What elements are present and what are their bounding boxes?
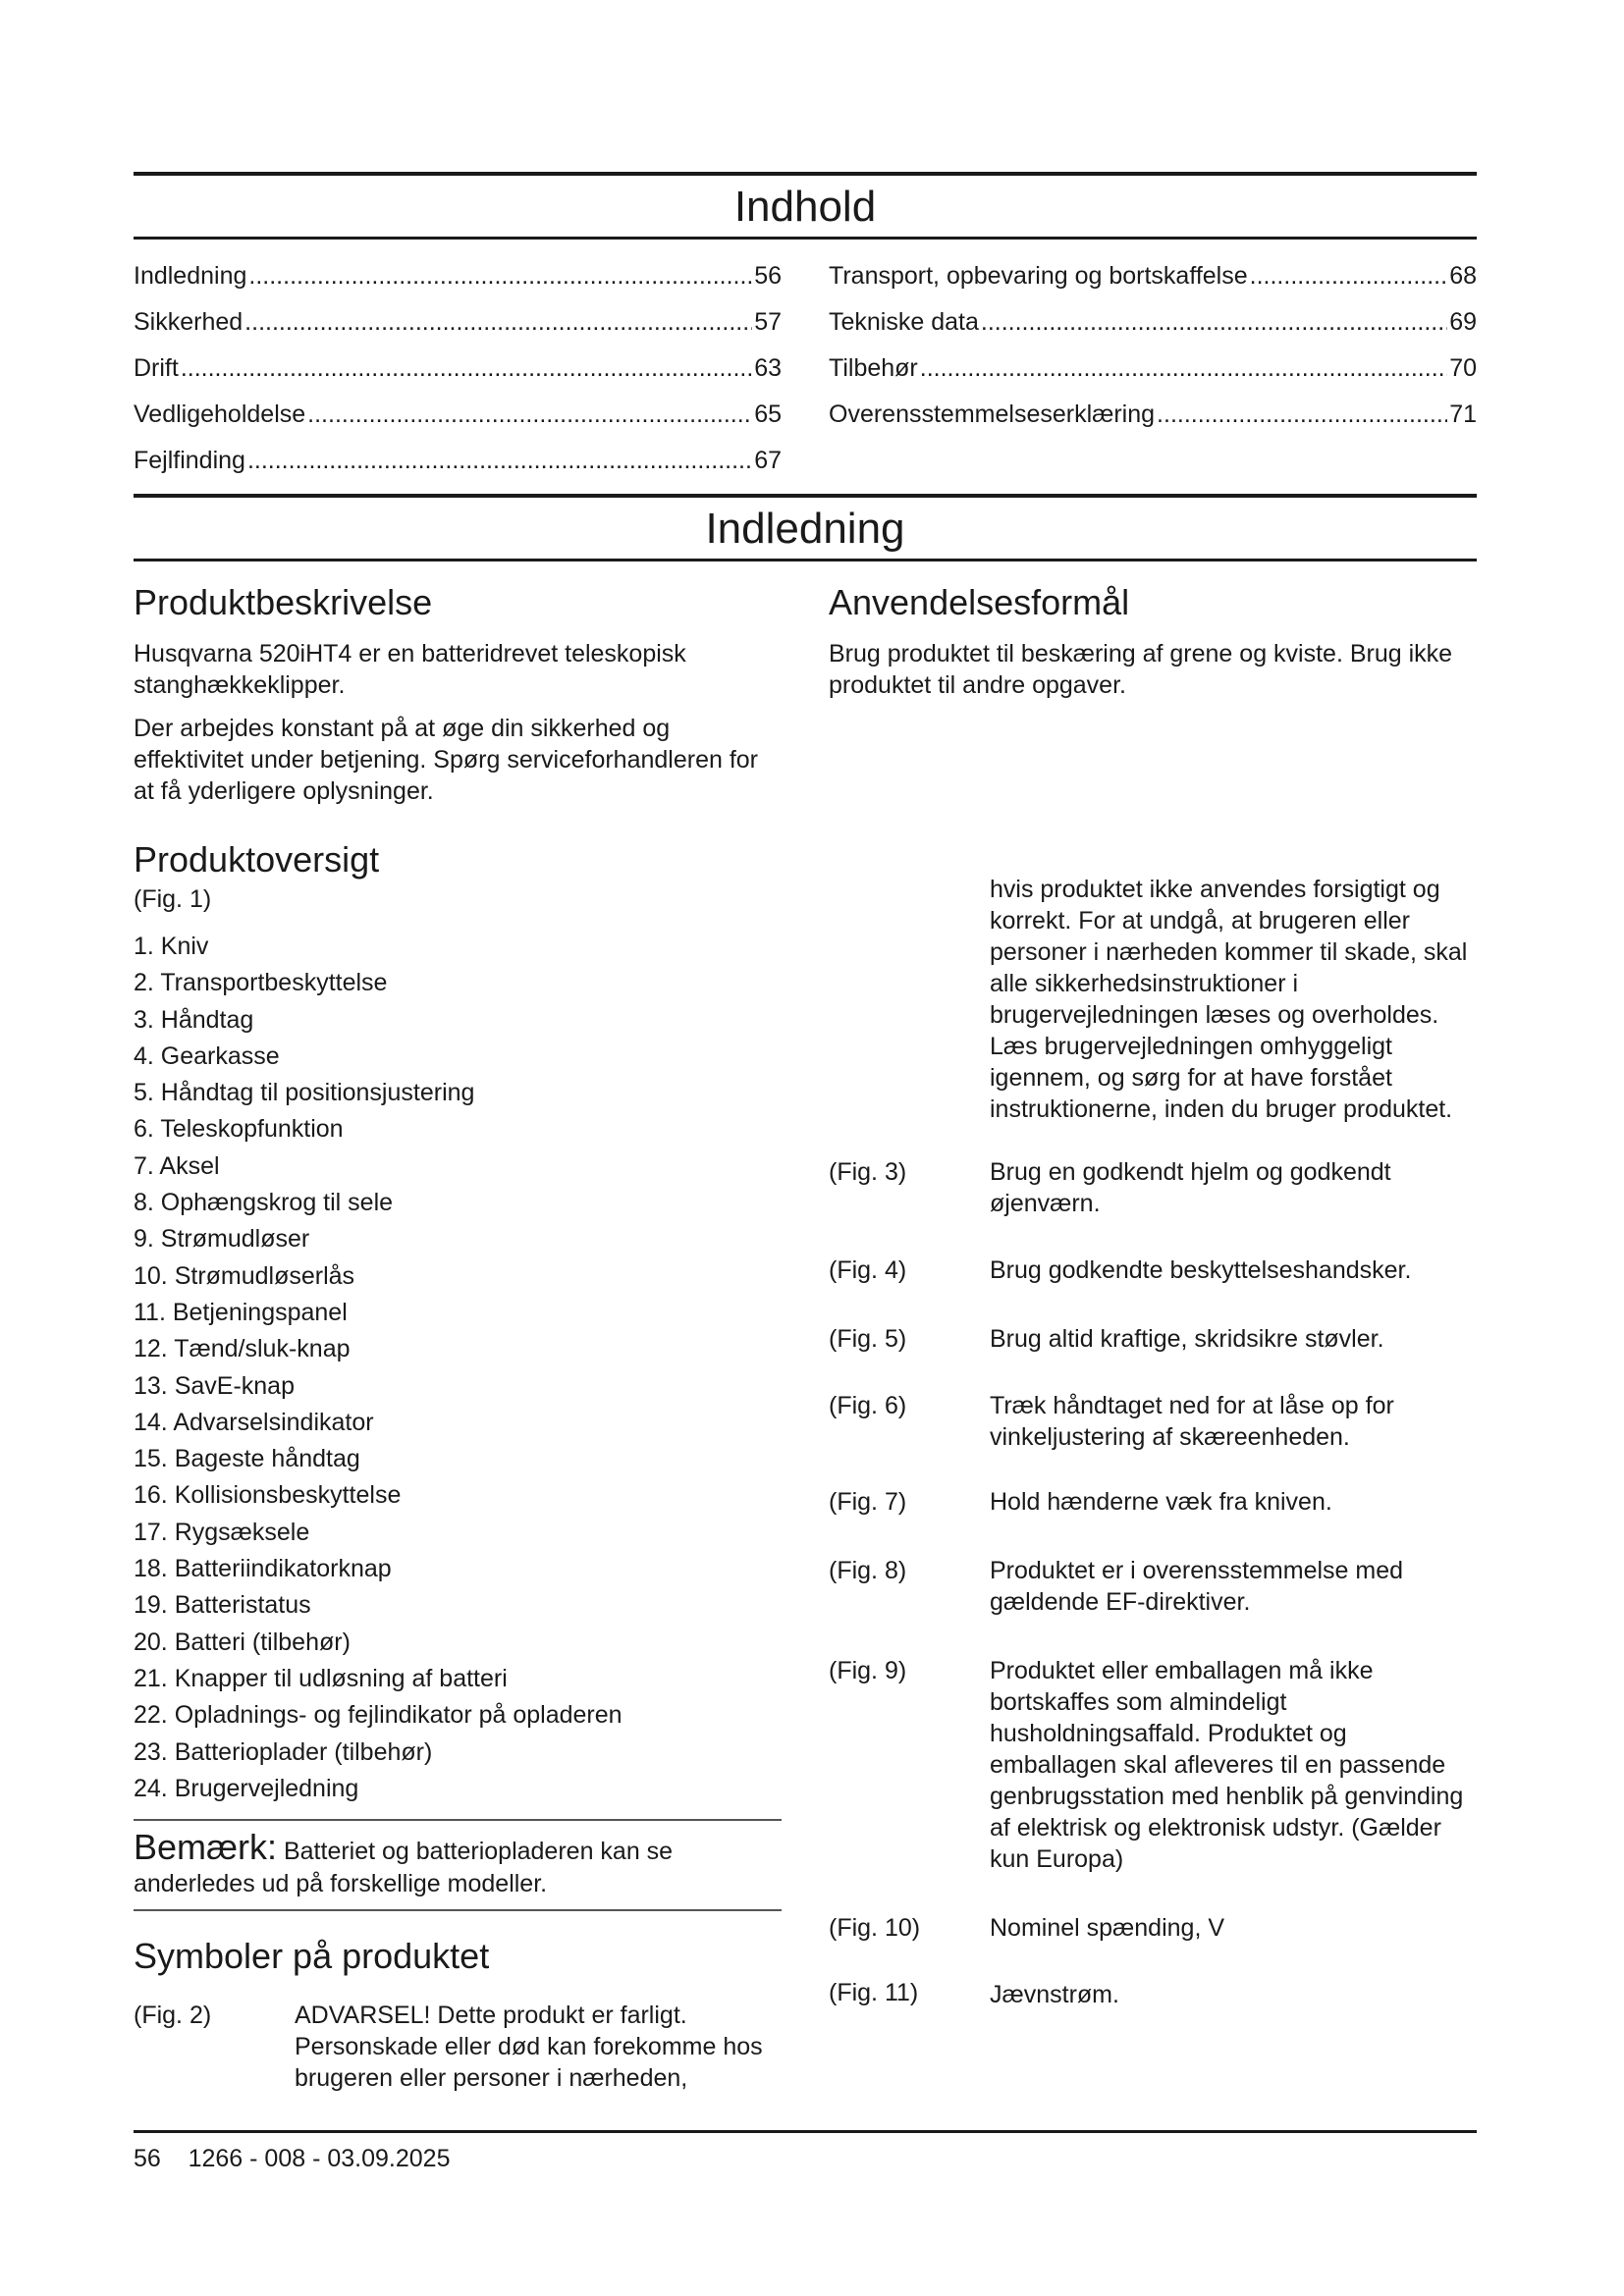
toc-entry[interactable]: Transport, opbevaring og bortskaffelse ..... 68	[829, 253, 1477, 299]
list-item: 6. Teleskopfunktion	[134, 1115, 344, 1144]
note-title: Bemærk:	[134, 1827, 278, 1868]
symbol-description: hvis produktet ikke anvendes forsigtigt og korrekt. For at undgå, at brugeren eller personer i nærheden kommer til skade, skal alle sikkerhedsinstruktioner i brugervejledningen læses og overholdes. Læs brugervejledningen omhyggeligt igennem, og sørg for at have forstået instruktionerne, inden du bruger produktet.	[990, 876, 1468, 1123]
toc-entry[interactable]: Overensstemmelseserklæring ..... 71	[829, 392, 1477, 438]
symbol-description: Brug godkendte beskyttelseshandsker.	[990, 1256, 1412, 1284]
list-item: 20. Batteri (tilbehør)	[134, 1628, 351, 1656]
toc-right-column	[829, 253, 1477, 484]
figure-reference: (Fig. 6)	[829, 1392, 907, 1419]
figure-reference: (Fig. 7)	[829, 1488, 907, 1516]
list-item: 17. Rygsæksele	[134, 1518, 310, 1546]
list-item: 21. Knapper til udløsning af batteri	[134, 1664, 508, 1692]
list-item: 14. Advarselsindikator	[134, 1408, 374, 1436]
list-item: 9. Strømudløser	[134, 1225, 310, 1254]
heading-anvendelsesformaal: Anvendelsesformål	[829, 582, 1130, 622]
list-item: 7. Aksel	[134, 1151, 220, 1180]
list-item: 1. Kniv	[134, 933, 209, 960]
product-overview-list	[134, 929, 782, 1807]
symbol-row	[134, 2000, 782, 2094]
symbol-description: Træk håndtaget ned for at låse op for vinkeljustering af skæreenheden.	[990, 1392, 1394, 1451]
page-footer: 56 1266 - 008 - 03.09.2025	[134, 2130, 1477, 2173]
list-item: 5. Håndtag til positionsjustering	[134, 1079, 475, 1107]
symbol-row	[829, 1486, 1477, 1518]
figure-reference: (Fig. 9)	[829, 1657, 907, 1684]
list-item: 19. Batteristatus	[134, 1591, 311, 1620]
symbol-description: ADVARSEL! Dette produkt er farligt. Personskade eller død kan forekomme hos brugeren eller personer i nærheden,	[295, 2002, 763, 2093]
section-heading-indledning: Indledning	[134, 494, 1477, 561]
toc-entry[interactable]: Tekniske data ..... 69	[829, 299, 1477, 346]
list-item: 12. Tænd/sluk-knap	[134, 1335, 351, 1363]
figure-reference: (Fig. 3)	[829, 1158, 907, 1186]
note-text: Batteriet og batteriopladeren kan se anderledes ud på forskellige modeller.	[134, 1838, 674, 1898]
symbol-description: Nominel spænding, V	[990, 1914, 1225, 1942]
list-item: 2. Transportbeskyttelse	[134, 969, 388, 997]
symbol-row	[829, 1255, 1477, 1286]
symbol-row	[829, 1323, 1477, 1355]
list-item: 11. Betjeningspanel	[134, 1298, 348, 1326]
list-item: 13. SavE-knap	[134, 1371, 295, 1400]
page-content	[134, 172, 1477, 2094]
figure-reference: (Fig. 10)	[829, 1914, 921, 1942]
figure-reference: (Fig. 5)	[829, 1325, 907, 1353]
symbol-row	[829, 1912, 1477, 1944]
heading-symboler: Symboler på produktet	[134, 1936, 490, 1977]
symbol-row	[829, 1655, 1477, 1875]
right-column	[829, 579, 1477, 2094]
figure-reference: (Fig. 4)	[829, 1256, 907, 1284]
list-item: 22. Opladnings- og fejlindikator på opladeren	[134, 1701, 623, 1730]
heading-produktbeskrivelse: Produktbeskrivelse	[134, 582, 433, 622]
symbol-row	[829, 1977, 1477, 2010]
toc-entry[interactable]: Drift ..... 63	[134, 346, 782, 392]
list-item: 10. Strømudløserlås	[134, 1261, 355, 1290]
heading-produktoversigt: Produktoversigt	[134, 839, 380, 880]
paragraph: Brug produktet til beskæring af grene og kviste. Brug ikke produktet til andre opgaver.	[829, 640, 1453, 699]
list-item: 4. Gearkasse	[134, 1041, 280, 1070]
toc-entry[interactable]: Fejlfinding ..... 67	[134, 438, 782, 484]
figure-reference: (Fig. 1)	[134, 885, 212, 913]
table-of-contents	[134, 253, 1477, 484]
symbol-description: Hold hænderne væk fra kniven.	[990, 1488, 1332, 1516]
symbol-row	[829, 1390, 1477, 1453]
list-item: 18. Batteriindikatorknap	[134, 1555, 392, 1583]
symbol-description: Produktet er i overensstemmelse med gældende EF-direktiver.	[990, 1557, 1404, 1616]
toc-entry[interactable]: Tilbehør ..... 70	[829, 346, 1477, 392]
toc-entry[interactable]: Vedligeholdelse ..... 65	[134, 392, 782, 438]
toc-left-column	[134, 253, 782, 484]
symbol-description: Produktet eller emballagen må ikke bortskaffes som almindeligt husholdningsaffald. Produktet og emballagen skal afleveres til en passende genbrugsstation med henblik på genvinding af elektrisk og elektronisk udstyr. (Gælder kun Europa)	[990, 1657, 1464, 1873]
figure-reference: (Fig. 11)	[829, 1979, 919, 2006]
list-item: 8. Ophængskrog til sele	[134, 1189, 394, 1217]
figure-reference: (Fig. 8)	[829, 1557, 907, 1584]
symbol-description: Jævnstrøm.	[990, 1981, 1119, 2008]
toc-entry[interactable]: Indledning ..... 56	[134, 253, 782, 299]
symbol-row	[829, 1555, 1477, 1618]
symbol-description: Brug altid kraftige, skridsikre støvler.	[990, 1325, 1384, 1353]
toc-heading: Indhold	[134, 172, 1477, 240]
paragraph: Husqvarna 520iHT4 er en batteridrevet teleskopisk stanghækkeklipper.	[134, 640, 686, 699]
list-item: 3. Håndtag	[134, 1005, 254, 1034]
left-column	[134, 579, 782, 2094]
symbol-continuation	[829, 874, 1477, 1125]
list-item: 24. Brugervejledning	[134, 1774, 359, 1802]
list-item: 16. Kollisionsbeskyttelse	[134, 1481, 402, 1510]
note-box	[134, 1819, 782, 1911]
list-item: 23. Batterioplader (tilbehør)	[134, 1737, 433, 1766]
symbol-description: Brug en godkendt hjelm og godkendt øjenværn.	[990, 1158, 1391, 1217]
figure-reference: (Fig. 2)	[134, 2002, 212, 2030]
toc-entry[interactable]: Sikkerhed ..... 57	[134, 299, 782, 346]
paragraph: Der arbejdes konstant på at øge din sikkerhed og effektivitet under betjening. Spørg serviceforhandleren for at få yderligere oplysninger.	[134, 715, 759, 805]
symbol-row	[829, 1156, 1477, 1219]
list-item: 15. Bageste håndtag	[134, 1445, 360, 1473]
two-column-body	[134, 579, 1477, 2094]
